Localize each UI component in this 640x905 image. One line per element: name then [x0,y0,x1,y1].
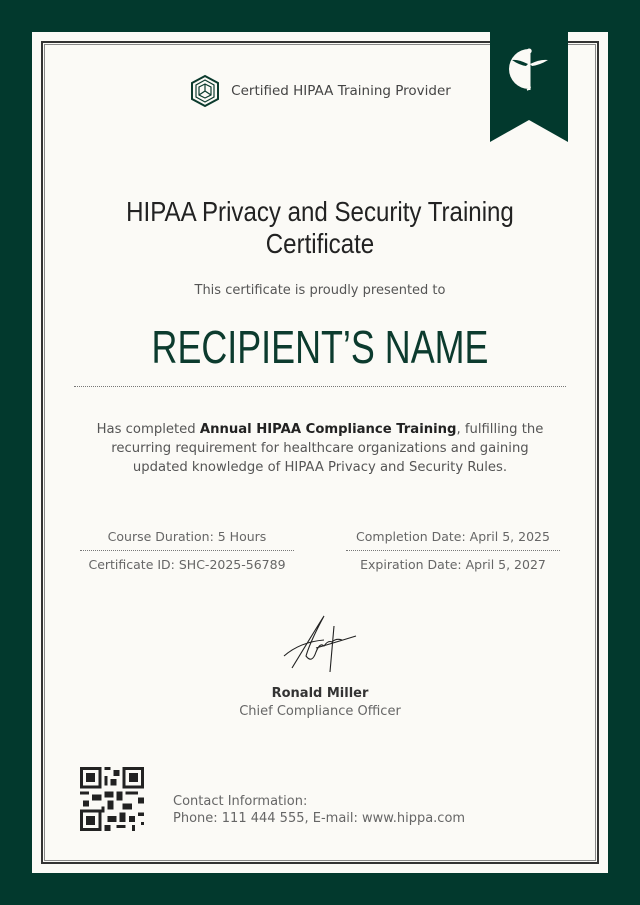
qr-code[interactable] [80,767,144,831]
certificate-id: Certificate ID: SHC-2025-56789 [88,557,286,572]
completion-date: Completion Date: April 5, 2025 [356,529,550,544]
provider-label: Certified HIPAA Training Provider [231,83,451,99]
desc-prefix: Has completed [96,422,200,437]
divider-left [80,550,294,551]
contact-details: Phone: 111 444 555, E-mail: www.hippa.com [173,811,466,826]
contact-info [173,793,465,827]
divider-right [346,550,560,551]
hexagon-logo-icon [189,74,221,108]
contact-heading: Contact Information: [173,794,308,809]
course-duration: Course Duration: 5 Hours [107,529,267,544]
recipient-name: RECIPIENT’S NAME [151,321,489,373]
name-underline [74,386,566,387]
certificate-title: HIPAA Privacy and Security Training Certificate [126,196,514,259]
presented-to-text: This certificate is proudly presented to [194,283,446,298]
certificate-description [82,420,558,477]
provider-header [32,74,608,108]
expiration-date: Expiration Date: April 5, 2027 [360,557,546,572]
certificate-card [32,32,608,873]
signatory-name: Ronald Miller [271,686,369,701]
signatory-title: Chief Compliance Officer [239,704,401,719]
course-name: Annual HIPAA Compliance Training [199,422,457,437]
signature [280,612,360,674]
desc-suffix: , fulfilling the recurring requirement for healthcare organizations and gaining updated knowledge of HIPAA Privacy and Security Rules. [111,422,544,475]
